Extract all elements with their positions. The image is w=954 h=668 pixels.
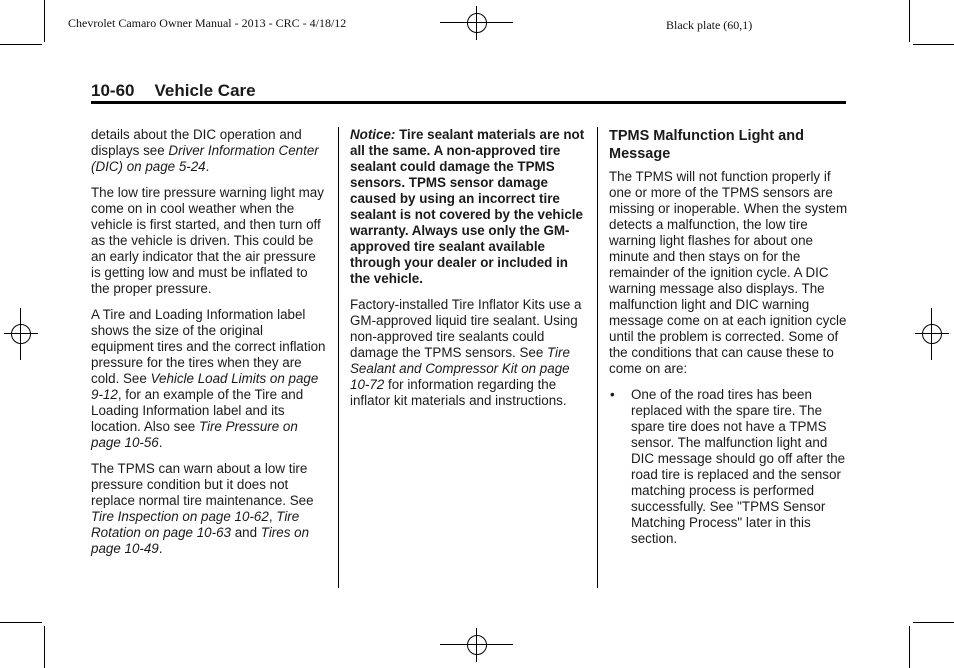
crop-mark <box>0 622 42 623</box>
cross-reference: Tire Rotation on page 10-63 <box>91 509 300 540</box>
crop-mark <box>44 626 45 668</box>
cross-reference: Tire Pressure on page 10-56 <box>91 419 298 450</box>
plate-header-right: Black plate (60,1) <box>666 18 753 32</box>
column-divider <box>597 127 598 588</box>
cross-reference: Driver Information Center (DIC) on page 5-24 <box>91 143 319 174</box>
registration-mark-icon <box>460 6 494 40</box>
list-item: • One of the road tires has been replaced with the spare tire. The spare tire does not have a TPMS sensor. The malfunction light and DIC message should go off after the road tire is replaced and the sensor matching process is performed successfully. See "TPMS Sensor Matching Process" later in this section. <box>610 387 846 546</box>
crop-mark <box>913 622 954 623</box>
crop-mark <box>0 44 42 45</box>
notice-label: Notice: <box>350 127 396 142</box>
notice: Notice: Tire sealant materials are not all the same. A non-approved tire sealant could damage the TPMS sensors. TPMS sensor damage caused by using an incorrect tire sealant is not covered by the vehicle warranty. Always use only the GM-approved tire sealant available through your dealer or included in the vehicle. <box>350 127 585 286</box>
page-title <box>91 81 256 101</box>
paragraph: The TPMS will not function properly if one or more of the TPMS sensors are missing or inoperable. When the system detects a malfunction, the low tire warning light flashes for about one minute and then stays on for the remainder of the ignition cycle. A DIC warning message also displays. The malfunction light and DIC warning message come on at each ignition cycle until the problem is corrected. Some of the conditions that can cause these to come on are: <box>609 169 848 376</box>
paragraph: A Tire and Loading Information label shows the size of the original equipment tires and the correct inflation pressure for the tires when they are cold. See Vehicle Load Limits on page 9-12, for an example of the Tire and Loading Information label and its location. Also see Tire Pressure on page 10-56. <box>91 307 326 450</box>
registration-mark-icon <box>4 317 38 351</box>
column-3 <box>609 127 849 547</box>
crop-mark <box>913 44 954 45</box>
cross-reference: Tire Sealant and Compressor Kit on page 10-72 <box>350 345 570 392</box>
crop-mark <box>909 626 910 668</box>
paragraph: The TPMS can warn about a low tire pressure condition but it does not replace normal tire maintenance. See Tire Inspection on page 10-62, Tire Rotation on page 10-63 and Tires on page 10-49. <box>91 461 314 556</box>
column-1 <box>91 127 329 567</box>
paragraph: details about the DIC operation and displays see Driver Information Center (DIC) on page 5-24. <box>91 127 319 174</box>
cross-reference: Tires on page 10-49 <box>91 525 310 556</box>
title-rule <box>91 101 846 104</box>
registration-line <box>931 308 932 360</box>
column-2 <box>350 127 588 419</box>
registration-line <box>20 308 21 360</box>
cross-reference: Tire Inspection on page 10-62 <box>91 509 269 524</box>
section-heading: TPMS Malfunction Light and Message <box>609 128 804 162</box>
crop-mark <box>44 0 45 42</box>
paragraph: Factory-installed Tire Inflator Kits use a GM-approved liquid tire sealant. Using non-approved tire sealants could damage the TPMS sensors. See Tire Sealant and Compressor Kit on page 10-72 for information regarding the inflator kit materials and instructions. <box>350 297 582 408</box>
cross-reference: Vehicle Load Limits on page 9-12 <box>91 371 319 402</box>
paragraph: The low tire pressure warning light may come on in cool weather when the vehicle is first started, and then turn off as the vehicle is driven. This could be an early indicator that the air pressure is getting low and must be inflated to the proper pressure. <box>91 185 324 296</box>
registration-mark-icon <box>915 317 949 351</box>
page-number: 10-60 <box>91 81 135 100</box>
registration-line <box>440 22 513 23</box>
registration-line <box>440 644 513 645</box>
crop-mark <box>909 0 910 42</box>
column-divider <box>338 127 339 588</box>
plate-header-left: Chevrolet Camaro Owner Manual - 2013 - CRC - 4/18/12 <box>68 16 347 30</box>
section-title: Vehicle Care <box>154 81 256 100</box>
registration-mark-icon <box>460 628 494 662</box>
bullet-icon: • <box>610 387 615 402</box>
